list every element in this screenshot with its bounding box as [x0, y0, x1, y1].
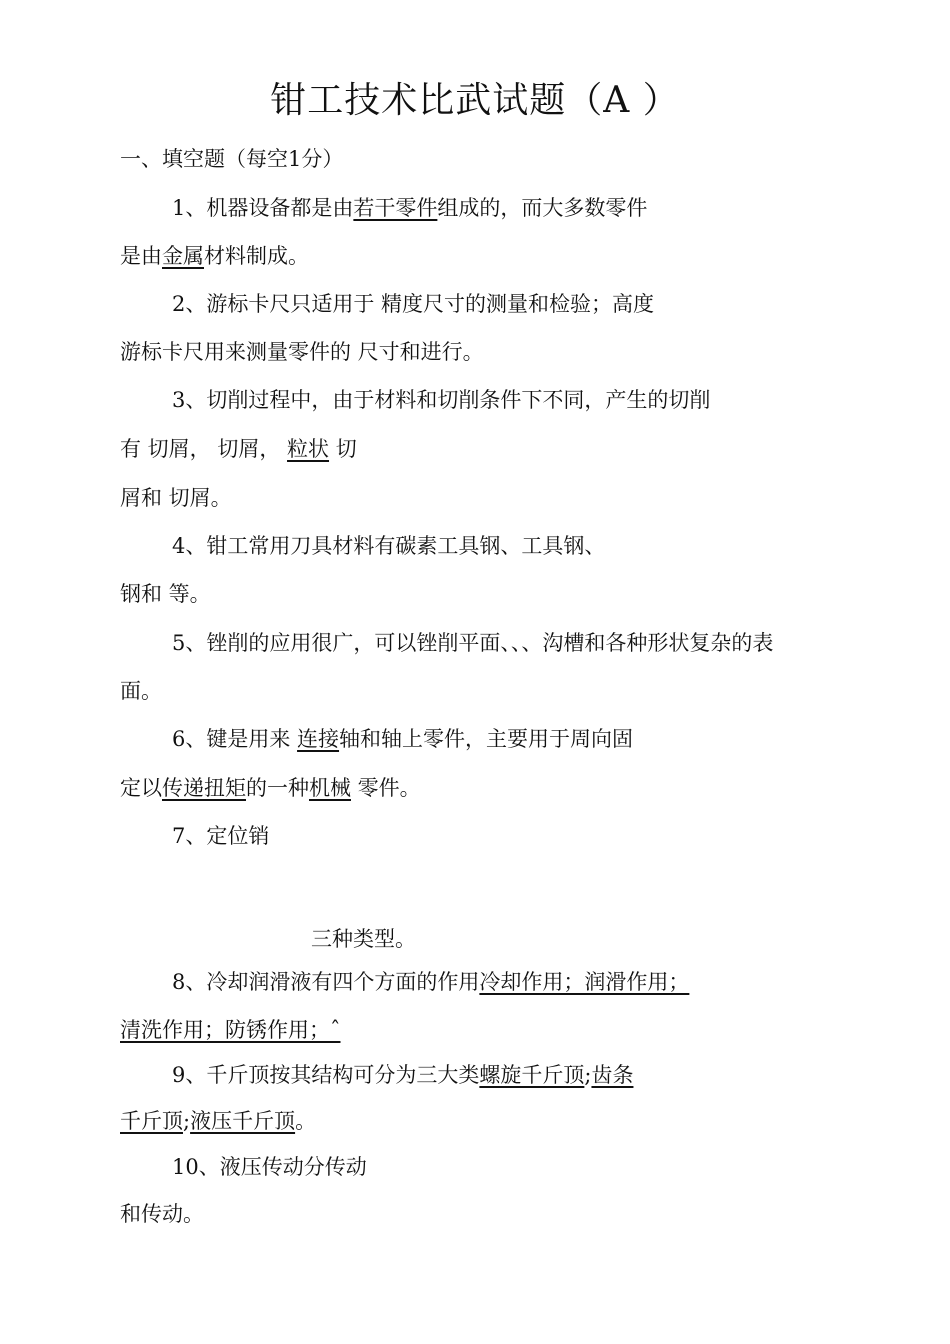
- q6-answer-1: 连接: [297, 727, 340, 751]
- q9-sep-2: ;: [183, 1109, 191, 1133]
- question-3-line-1: 3、切削过程中，由于材料和切削条件下不同，产生的切削: [172, 388, 711, 412]
- question-10-line-1: 10、液压传动分传动: [172, 1155, 367, 1179]
- question-9-line-2: [120, 1107, 316, 1135]
- question-8-line-1: [172, 968, 689, 996]
- question-9-line-1: [172, 1061, 633, 1089]
- question-3-line-2: [120, 435, 357, 463]
- question-7-line-2: 三种类型。: [311, 927, 416, 951]
- q9-sep-1: ;: [584, 1063, 592, 1087]
- question-2-line-2: 游标卡尺用来测量零件的 尺寸和进行。: [120, 340, 484, 364]
- question-5-line-1: 5、锉削的应用很广，可以锉削平面、、、沟槽和各种形状复杂的表: [172, 631, 774, 655]
- q1-answer-2: 金属: [162, 244, 204, 268]
- question-6-line-1: [172, 725, 633, 753]
- question-1-line-2: [120, 242, 309, 270]
- q6-text-3: 的一种: [246, 776, 309, 800]
- q6-answer-2: 传递扭矩: [162, 776, 246, 800]
- q3-text-cont: 切: [329, 437, 357, 461]
- question-4-line-1: 4、钳工常用刀具材料有碳素工具钢、工具钢、: [172, 534, 606, 558]
- q8-text: 8、冷却润滑液有四个方面的作用: [172, 970, 480, 994]
- q9-answer-3: 千斤顶: [120, 1109, 183, 1133]
- q9-end: 。: [295, 1109, 317, 1133]
- q6-text-2: 定以: [120, 776, 162, 800]
- page-title: 钳工技术比武试题（A ）: [270, 80, 680, 121]
- question-8-line-2: [120, 1016, 341, 1044]
- q1-text-3: 材料制成。: [204, 244, 309, 268]
- q9-answer-1: 螺旋千斤顶: [479, 1063, 585, 1087]
- section-heading: 一、填空题（每空1分）: [120, 147, 344, 171]
- q3-answer-1: 粒状: [287, 437, 330, 461]
- q6-text-cont: 轴和轴上零件，主要用于周向固: [339, 727, 634, 751]
- q8-answer-1: 冷却作用；润滑作用；: [479, 970, 690, 994]
- q9-text: 9、千斤顶按其结构可分为三大类: [172, 1063, 480, 1087]
- q1-text-2: 是由: [120, 244, 162, 268]
- question-2-line-1: 2、游标卡尺只适用于 精度尺寸的测量和检验；高度: [172, 292, 655, 316]
- q6-text: 6、键是用来: [172, 727, 298, 751]
- q6-text-4: 零件。: [351, 776, 421, 800]
- q1-text: 1、机器设备都是由: [172, 196, 354, 220]
- q9-answer-2: 齿条: [591, 1063, 634, 1087]
- q3-text: 有 切屑， 切屑，: [120, 437, 288, 461]
- question-7-line-1: 7、定位销: [172, 824, 270, 848]
- question-10-line-2: 和传动。: [120, 1202, 204, 1226]
- q6-answer-3: 机械: [309, 776, 351, 800]
- q1-text-cont: 组成的，而大多数零件: [437, 196, 648, 220]
- q9-answer-4: 液压千斤顶: [190, 1109, 296, 1133]
- question-6-line-2: [120, 774, 421, 802]
- q8-answer-2: 清洗作用；防锈作用；ˆ: [120, 1018, 341, 1042]
- question-5-line-2: 面。: [120, 679, 162, 703]
- question-1-line-1: [172, 194, 647, 222]
- question-3-line-3: 屑和 切屑。: [120, 486, 232, 510]
- question-4-line-2: 钢和 等。: [120, 582, 211, 606]
- q1-answer-1: 若干零件: [353, 196, 438, 220]
